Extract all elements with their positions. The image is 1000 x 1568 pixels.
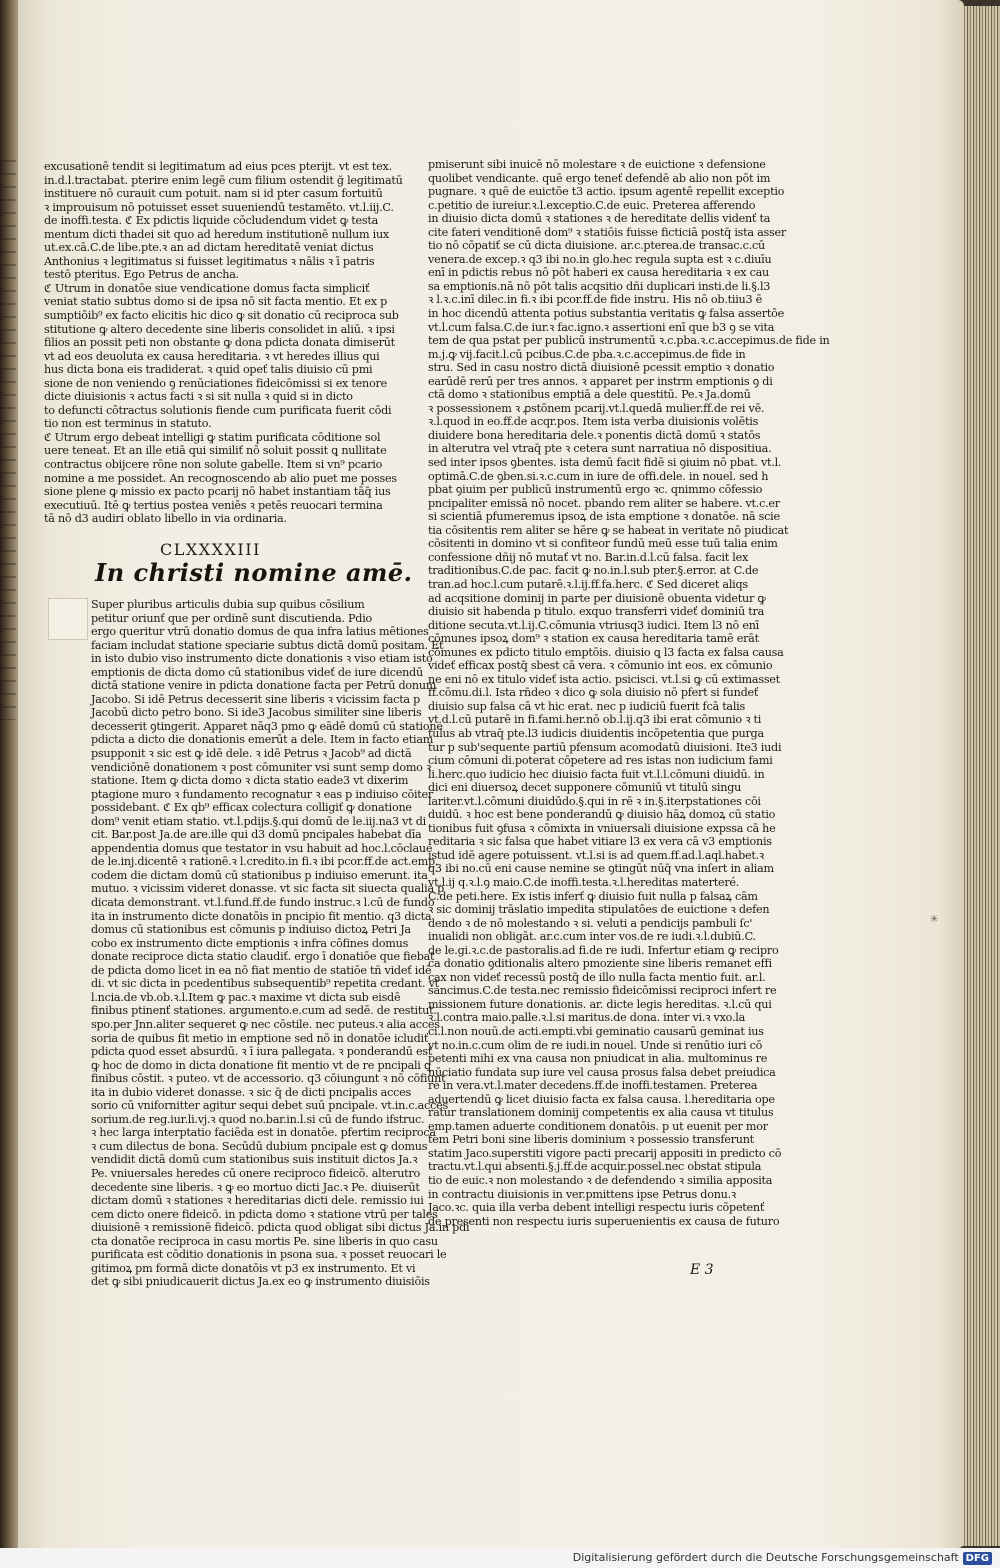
text-line: C.de peti.here. Ex istis inferť ꝙ diuisio fuit nulla p falsaꝝ cām [428, 889, 758, 903]
text-line: venera.de excep.ꝛ q3 ibi no.in glo.hec regula supta est ꝛ c.diuīu [428, 252, 772, 266]
text-line: cōmunes ex pdicto titulo emptōis. diuisio ꝗ l3 facta ex falsa causa [428, 645, 784, 659]
text-line: istud idē agere potuissent. vt.l.si is ad quem.ff.ad.l.aql.habet.ꝛ [428, 848, 764, 862]
text-line: petenti mihi ex vna causa non pniudicat in alia. multominus re [428, 1052, 768, 1066]
text-line: ꝛ improuisum nō potuisset esset suueniendū testamēto. vt.l.iij.C. [44, 200, 394, 214]
text-line: possidebant. ℭ Ex qb⁹ efficax colectura colligiť ꝙ donatione [91, 801, 412, 815]
left-column-bottom-text [91, 598, 470, 1289]
text-line: cta donatōe reciproca in casu mortis Pe. sine liberis in quo casu [91, 1234, 438, 1248]
text-line: decedente sine liberis. ꝛ ꝙ eo mortuo dicti Jac.ꝛ Pe. diuiserūt [91, 1180, 420, 1194]
text-line: de le.inj.dicentē ꝛ rationē.ꝛ l.credito.in fi.ꝛ ibi pcor.ff.de act.emp. [91, 855, 439, 869]
text-line: ℭ Utrum in donatōe siue vendicatione domus facta simpliciť [44, 281, 370, 295]
text-line: donate reciproce dicta statio claudiť. ergo ī donatiōe que fiebat [91, 950, 435, 964]
text-line: Jacobū dicto petro bono. Si ide3 Jacobus similiter sine liberis [91, 706, 422, 720]
left-column-top-text [44, 160, 403, 526]
text-line: faciam includat statione speciarie subtus dictā domū positam. Et [91, 638, 444, 652]
text-line: emp.tamen aduerte conditionem donatōis. p ut euenit per mor [428, 1119, 768, 1133]
text-line: spo.per Jnn.aliter sequeret ꝙ nec cōstile. nec puteus.ꝛ alia acces [91, 1017, 440, 1031]
text-line: codem die dictam domū cū stationibus p indiuiso emerunt. ita [91, 868, 428, 882]
text-line: ꝛ possessionem ꝛ ꝓstōnem pcarij.vt.l.quedā mulier.ff.de rei vē. [428, 401, 765, 415]
text-line: de le.gi.ꝛ.c.de pastoralis.ad fi.de re iudi. Infertur etiam ꝙ recipro [428, 943, 779, 957]
text-line: de inoffi.testa. ℭ Ex pdictis liquide cōcludendum videt ꝙ testa [44, 214, 379, 228]
text-line: ℭ Utrum ergo debeat intelligi ꝙ statim purificata cōditione sol [44, 430, 381, 444]
text-line: m.j.ꝙ vij.facit.l.cū pcibus.C.de pba.ꝛ.c.accepimus.de fide in [428, 347, 746, 361]
text-line: tionibus fuit ꝯfusa ꝛ cōmixta in vniuersali diuisione expssa cā he [428, 821, 776, 835]
text-line: diuisionē ꝛ remissionē fideicō. pdicta quod obligat sibi dictus Ja.in pdi [91, 1221, 470, 1235]
consilium-number: CLXXXXIII [160, 540, 261, 559]
text-line: cobo ex instrumento dicte emptionis ꝛ infra cōfines domus [91, 936, 409, 950]
text-line: de pdicta domo licet in ea nō fiat mentio de statiōe tñ videť idē [91, 963, 432, 977]
text-line: confessione dñij nō mutať vt no. Bar.in.d.l.cū falsa. facit lex [428, 550, 749, 564]
page-stack-edge [962, 6, 1000, 1546]
text-line: vt no.in.c.cum olim de re iudi.in nouel. Unde si renūtio iuri cō [428, 1038, 763, 1052]
text-line: cōmunes ipsoꝝ dom⁹ ꝛ station ex causa hereditaria tamē erāt [428, 632, 759, 646]
text-line: in.d.l.tractabat. pterire enim legē cum filium ostendit ğ legitimatū [44, 173, 403, 187]
consilium-heading: In christi nomine amē. [95, 558, 413, 587]
text-line: Jacobo. Si idē Petrus decesserit sine liberis ꝛ vicissim facta p [91, 692, 421, 706]
text-line: sorium.de reg.iur.li.vj.ꝛ quod no.bar.in.l.si cū de fundo ifstruc. [91, 1112, 425, 1126]
margin-mark: ✳ [930, 914, 939, 925]
text-line: di. vt sic dicta in pcedentibus subsequentib⁹ repetita credant. vt [91, 977, 439, 991]
text-line: traditionibus.C.de pac. facit ꝙ no.in.l.sub pter.§.error. at C.de [428, 564, 759, 578]
text-line: enī in pdictis rebus nō pōt haberi ex causa hereditaria ꝛ ex cau [428, 266, 769, 280]
text-line: stitutione ꝙ altero decedente sine liberis consolidet in aliū. ꝛ ipsi [44, 322, 395, 336]
facing-page-text-fragments [0, 160, 16, 720]
text-line: ꝛ cum dilectus de bona. Secūdū dubium pncipale est ꝙ domus [91, 1139, 428, 1153]
digitization-credit [573, 1550, 992, 1566]
text-line: veniat statio subtus domo si de ipsa nō sit facta mentio. Et ex p [44, 295, 387, 309]
text-line: vt.l.ij q.ꝛ.l.ꝯ maio.C.de inoffi.testa.ꝛ.l.hereditas materteré. [428, 875, 740, 889]
text-line: cōsitenti in domino vt si confiteor fundū meū esse tuū talia enim [428, 537, 778, 551]
text-line: petitur oriunť que per ordinē sunt discutienda. Pdio [91, 611, 373, 625]
text-line: optimā.C.de ꝯben.si.ꝛ.c.cum in iure de offi.dele. in nouel. sed h [428, 469, 769, 483]
text-line: ne eni nō ex titulo videť ista actio. psicisci. vt.l.si ꝙ cū extimasset [428, 672, 780, 686]
text-line: pncipaliter emissā nō nocet. pbando rem aliter se habere. vt.c.er [428, 496, 780, 510]
text-line: cem dicto onere fideicō. in pdicta domo ꝛ statione vtrū per tales [91, 1207, 438, 1221]
text-line: sorio cū vnifornitter agitur sequi debet suū pncipale. vt.in.c.acces [91, 1099, 449, 1113]
text-line: instituere nō curauit cum potuit. nam si id pter casum fortuitū [44, 187, 383, 201]
text-line: in alterutra vel vtraq̄ pte ꝛ cetera sunt narratiua nō dispositiua. [428, 442, 772, 456]
text-line: psupponit ꝛ sic est ꝙ idē dele. ꝛ idē Petrus ꝛ Jacob⁹ ad dictā [91, 747, 412, 761]
text-line: hus dicta bona eis tradiderat. ꝛ quid opeť talis diuisio cū pmi [44, 363, 373, 377]
text-line: finibus ptinenť stationes. argumento.e.cum ad sedē. de restitut. [91, 1004, 437, 1018]
text-line: excusationē tendit si legitimatum ad eius pces pterijt. vt est tex. [44, 160, 392, 173]
text-line: dici eni diuersoꝝ decet supponere cōmuniū vt titulū singu [428, 781, 742, 795]
text-line: ita in dubio videret donasse. ꝛ sic q̄ de dicti pncipalis acces [91, 1085, 411, 1099]
text-line: missionem future donationis. ar. dicte legis hereditas. ꝛ.l.cū qui [428, 997, 772, 1011]
text-line: si scientiā pfumeremus ipsoꝝ de ista emptione ꝛ donatōe. nā scie [428, 510, 780, 524]
text-line: sione de non veniendo ꝯ renūciationes fideicōmissi si ex tenore [44, 376, 387, 390]
text-line: lariter.vt.l.cōmuni diuidūdo.§.qui in rē ꝛ in.§.iterpstationes cōi [428, 794, 761, 808]
text-line: ita in instrumento dicte donatōis in pncipio fit mentio. q3 dicta [91, 909, 432, 923]
text-line: quolibet vendicante. quē ergo teneť defendē ab alio non pōt im [428, 171, 771, 185]
text-line: statione. Item ꝙ dicta domo ꝛ dicta statio eade3 vt dixerim [91, 774, 409, 788]
text-line: tia cōsitentis rem aliter se hēre ꝙ se habeat in veritate nō piudicat [428, 523, 789, 537]
text-line: ꝛ l.ꝛ.c.inī dilec.in fi.ꝛ ibi pcor.ff.de fide instru. His nō ob.tiiu3 ē [428, 293, 763, 307]
text-line: contractus obijcere rōne non solute gabelle. Item si vn⁹ pcario [44, 458, 383, 472]
text-line: appendentia domus que testator in vsu habuit ad hoc.l.cōclaue [91, 841, 433, 855]
text-line: sancimus.C.de testa.nec remissio fideicōmissi reciproci infert re [428, 984, 777, 998]
text-line: ꝛ.l.contra maio.palle.ꝛ.l.si maritus.de dona. inter vi.ꝛ vxo.la [428, 1011, 746, 1025]
text-line: soria de quibus fit metio in emptione sed nō in donatōe icludiť [91, 1031, 429, 1045]
text-line: vt.l.cum falsa.C.de iur.ꝛ fac.igno.ꝛ assertioni enī que b3 ꝯ se vita [428, 320, 775, 334]
text-line: tur p sub'sequente partiū pfensum acomodatū diuisioni. Ite3 iudi [428, 740, 782, 754]
text-line: sed inter ipsos ꝯbentes. ista demū facit fidē si ꝯiuim nō pbat. vt.l. [428, 456, 782, 470]
text-line: de presenti non respectu iuris superuenientis ex causa de futuro [428, 1214, 780, 1228]
text-line: diuisio sit habenda p titulo. exquo transferri videť dominiū tra [428, 605, 764, 619]
right-column-text [428, 158, 830, 1228]
text-line: diuidere bona hereditaria dele.ꝛ ponentis dictā domū ꝛ statōs [428, 428, 761, 442]
text-line: dendo ꝛ de nō molestando ꝛ si. veluti a pendicijs pambuli ſc' [428, 916, 753, 930]
text-line: pugnare. ꝛ quē de euictōe t3 actio. ipsum agentē repellit exceptio [428, 185, 785, 199]
text-line: duidū. ꝛ hoc est bene ponderandū ꝙ diuisio hāꝝ domoꝝ cū statio [428, 808, 776, 822]
text-line: cite fateri venditionē dom⁹ ꝛ statiōis fuisse ficticiā postq̄ ista asser [428, 225, 786, 239]
text-line: cium cōmuni di.poterat cōpetere ad res istas non iudicium fami [428, 754, 773, 768]
text-line: tio non est terminus in statuto. [44, 417, 212, 431]
text-line: ratur translationem dominij competentis ex alia causa vt titulus [428, 1106, 774, 1120]
text-line: dicte diuisionis ꝛ actus facti ꝛ si sit nulla ꝛ quid si in dicto [44, 390, 353, 404]
text-line: ꝛ hec larga interptatio faciēda est in donatōe. pfertim reciproca [91, 1126, 436, 1140]
text-line: Pe. vniuersales heredes cū onere reciproco fideicō. alterutro [91, 1166, 420, 1180]
text-line: ctā domo ꝛ stationibus emptiā a dele questitū. Pe.ꝛ Ja.domū [428, 388, 751, 402]
text-line: decesserit ꝯtingerit. Apparet nāq3 pmo ꝙ eādē domū cū statione [91, 719, 443, 733]
text-line: diuisio sup falsa cā vt hic erat. nec p iudiciū fuerit fcā talis [428, 699, 746, 713]
text-line: videť efficax postq̄ sbest cā vera. ꝛ cōmunio int eos. ex cōmunio [428, 659, 773, 673]
text-line: ditione secuta.vt.l.ij.C.cōmunia vtriusq3 iudici. Item l3 nō enī [428, 618, 759, 632]
text-line: tā nō d3 audiri oblato libello in via ordinaria. [44, 512, 287, 526]
text-line: in contractu diuisionis in ver.pmittens ipse Petrus donu.ꝛ [428, 1187, 736, 1201]
text-line: re in vera.vt.l.mater decedens.ff.de inoffi.testamen. Preterea [428, 1079, 758, 1093]
text-line: executiuū. Itē ꝙ tertius postea veniēs ꝛ petēs reuocari termina [44, 498, 383, 512]
text-line: dictā statione venire in pdicta donatione facta per Petrū donum [91, 679, 437, 693]
text-line: testō pteritus. Ego Petrus de ancha. [44, 268, 239, 282]
text-line: to defuncti cōtractus solutionis fiende cum purificata fuerit cōdi [44, 403, 392, 417]
text-line: nūciatio fundata sup iure vel causa prosus falsa debet preiudica [428, 1065, 776, 1079]
text-line: vendiciōnē donationem ꝛ post cōmuniter vsi sunt semp domo ꝛ [91, 760, 432, 774]
text-line: domus cū stationibus est cōmunis p indiuiso dictoꝝ Petri Ja [91, 923, 411, 937]
text-line: nomine a me possidet. An recognoscendo ab alio puet me posses [44, 471, 397, 485]
text-line: statim Jaco.superstiti vigore pacti precarij appositi in predicto cō [428, 1146, 782, 1160]
text-line: in diuisio dicta domū ꝛ stationes ꝛ de hereditate dellis videnť ta [428, 212, 771, 226]
text-line: ca donatio ꝯditionalis altero pmoziente sine liberis remanet effi [428, 957, 772, 971]
text-line: vendidit dictā domū cum stationibus suis instituit dictos Ja.ꝛ [91, 1153, 418, 1167]
text-line: pdicta a dicto die donationis emerūt a dele. Item in facto etiam [91, 733, 434, 747]
signature-mark: E 3 [690, 1262, 714, 1278]
text-line: reditaria ꝛ sic falsa que habet vitiare l3 ex vera cā v3 emptionis [428, 835, 772, 849]
text-line: mentum dicti thadei sit quo ad heredum institutionē nullum iux [44, 227, 389, 241]
text-line: finibus cōstit. ꝛ puteo. vt de accessorio. q3 cōiungunt ꝛ nō cōfiunt [91, 1072, 446, 1086]
text-line: in isto dubio viso instrumento dicte donationis ꝛ viso etiam isto [91, 652, 433, 666]
text-line: pmiserunt sibi inuicē nō molestare ꝛ de euictione ꝛ defensione [428, 158, 766, 171]
text-line: tem de qua pstat per publicū instrumentū ꝛ.c.pba.ꝛ.c.accepimus.de fide in [428, 334, 830, 348]
text-line: tractu.vt.l.qui absenti.§.j.ff.de acquir.possel.nec obstat stipula [428, 1160, 762, 1174]
text-line: dom⁹ venit etiam statio. vt.l.pdijs.§.qui domū de le.iij.na3 vt di [91, 814, 427, 828]
text-line: mutuo. ꝛ vicissim videret donasse. vt sic facta sit siuecta qualia p [91, 882, 445, 896]
text-line: dictam domū ꝛ stationes ꝛ hereditarias dicti dele. remissio iui [91, 1194, 424, 1208]
text-line: earūdē rerū per tres annos. ꝛ apparet per instrm emptionis ꝯ di [428, 374, 773, 388]
text-line: cit. Bar.post Ja.de are.ille qui d3 domū pncipales habebat dīa [91, 828, 422, 842]
text-line: pbat ꝯiuim per publicū instrumentū ergo ꝛc. qnimmo cōfessio [428, 483, 763, 497]
text-line: cax non videť recessū postq̄ de illo nulla facta mentio fuit. ar.l. [428, 970, 766, 984]
text-line: aduertendū ꝙ licet diuisio facta ex falsa causa. l.hereditaria ope [428, 1092, 775, 1106]
text-line: l.ncia.de vb.ob.ꝛ.l.Item ꝙ pac.ꝛ maxime vt dicta sub eisdē [91, 990, 401, 1004]
text-line: gitimoꝝ pm formā dicte donatōis vt p3 ex instrumento. Et vi [91, 1261, 416, 1275]
text-line: c.petitio de iureiur.ꝛ.l.exceptio.C.de euic. Preterea afferendo [428, 198, 756, 212]
text-line: ad acqsitione dominij in parte per diuisionē obuenta videtur ꝙ [428, 591, 766, 605]
text-line: ci.l.non nouū.de acti.empti.vbi geminatio causarū geminat ius [428, 1025, 764, 1038]
text-line: ꝙ hoc de domo in dicta donatione fit mentio vt de re pncipali ꝗ [91, 1058, 431, 1072]
text-line: pdicta quod esset absurdū. ꝛ ī iura pallegata. ꝛ ponderandū est [91, 1045, 433, 1059]
dfg-logo: DFG [963, 1552, 992, 1565]
text-line: emptionis de dicta domo cū stationibus videť de iure dicendū [91, 665, 423, 679]
text-line: q3 ibi no.cū eni cause nemine se ꝯtingūt nūq̄ vna inſert in aliam [428, 862, 774, 876]
text-line: ꝛ sic dominij trāslatio impedita stipulatōes de euictione ꝛ defen [428, 903, 770, 917]
text-line: uere teneat. Et an ille etiā qui similiť nō soluit possit ꝗ nullitate [44, 444, 387, 458]
text-line: ut.ex.cā.C.de libe.pte.ꝛ an ad dictam hereditatē veniat dictus [44, 241, 374, 255]
text-line: vt ad eos deuoluta ex causa hereditaria. ꝛ vt heredes illius qui [44, 349, 380, 363]
text-line: Jaco.ꝛc. quia illa verba debent intelligi respectu iuris cōpetenť [428, 1201, 765, 1215]
credit-text: Digitalisierung gefördert durch die Deutsche Forschungsgemeinschaft [572, 1551, 959, 1564]
text-line: sa emptionis.nā nō pōt talis acqsitio dñi duplicari insti.de li.§.l3 [428, 279, 771, 293]
text-line: tem Petri boni sine liberis dominium ꝛ possessio transferunt [428, 1133, 754, 1147]
text-line: in hoc dicendū attenta potius substantia veritatis ꝙ falsa assertōe [428, 307, 784, 321]
text-line: sumptiōib⁹ ex facto elicitis hic dico ꝙ sit donatio cū reciproca sub [44, 309, 399, 323]
text-line: ꝛ.l.quod in eo.ff.de acqr.pos. Item ista verba diuisionis volētis [428, 415, 759, 429]
text-line: li.herc.quo iudicio hec diuisio facta fuit vt.l.l.cōmuni diuidū. in [428, 767, 765, 781]
text-line: filios an possit peti non obstante ꝙ dona pdicta donata dimiserūt [44, 336, 395, 350]
text-line: Anthonius ꝛ legitimatus si fuisset legitimatus ꝛ nālis ꝛ ī patris [44, 254, 375, 268]
text-line: purificata est cōditio donationis in psona sua. ꝛ posset reuocari le [91, 1248, 447, 1262]
text-line: vt.d.l.cū putarē in fi.fami.her.nō ob.l.ij.q3 ibi erat cōmunio ꝛ ti [428, 713, 762, 727]
text-line: ptagione muro ꝛ fundamento recognatur ꝛ eas p indiuiso cōiter [91, 787, 434, 801]
text-line: tio de euic.ꝛ non molestando ꝛ de defendendo ꝛ similia apposita [428, 1174, 773, 1188]
text-line: det ꝙ sibi pniudicauerit dictus Ja.ex eo ꝙ instrumento diuisiōis [91, 1275, 430, 1289]
text-line: tran.ad hoc.l.cum putarē.ꝛ.l.ij.ff.fa.herc. ℭ Sed diceret aliqs [428, 577, 748, 591]
text-line: tio nō cōpatiť se cū dicta diuisione. ar.c.pterea.de transac.c.cū [428, 239, 765, 253]
text-line: inualidi non obligāt. ar.c.cum inter vos.de re iudi.ꝛ.l.dubiū.C. [428, 930, 756, 944]
text-line: ergo queritur vtrū donatio domus de qua infra latius mētiones [91, 625, 429, 639]
text-line: dicata demonstrant. vt.l.fund.ff.de fundo instruc.ꝛ l.cū de fundo [91, 896, 435, 910]
text-line: tulus ab vtraq̄ pte.l3 iudicis diuidentis incōpetentia que purga [428, 726, 764, 740]
initial-letter-space [48, 598, 88, 640]
text-line: ff.cōmu.di.l. Ista rn̄deo ꝛ dico ꝙ sola diuisio nō pfert si fundeť [428, 686, 759, 700]
text-line: Super pluribus articulis dubia sup quibus cōsilium [91, 598, 365, 611]
text-line: sione plene ꝙ missio ex pacto pcarij nō habet instantiam tāq̄ ius [44, 485, 391, 499]
text-line: stru. Sed in casu nostro dictā diuisionē pcessit emptio ꝛ donatio [428, 361, 775, 375]
